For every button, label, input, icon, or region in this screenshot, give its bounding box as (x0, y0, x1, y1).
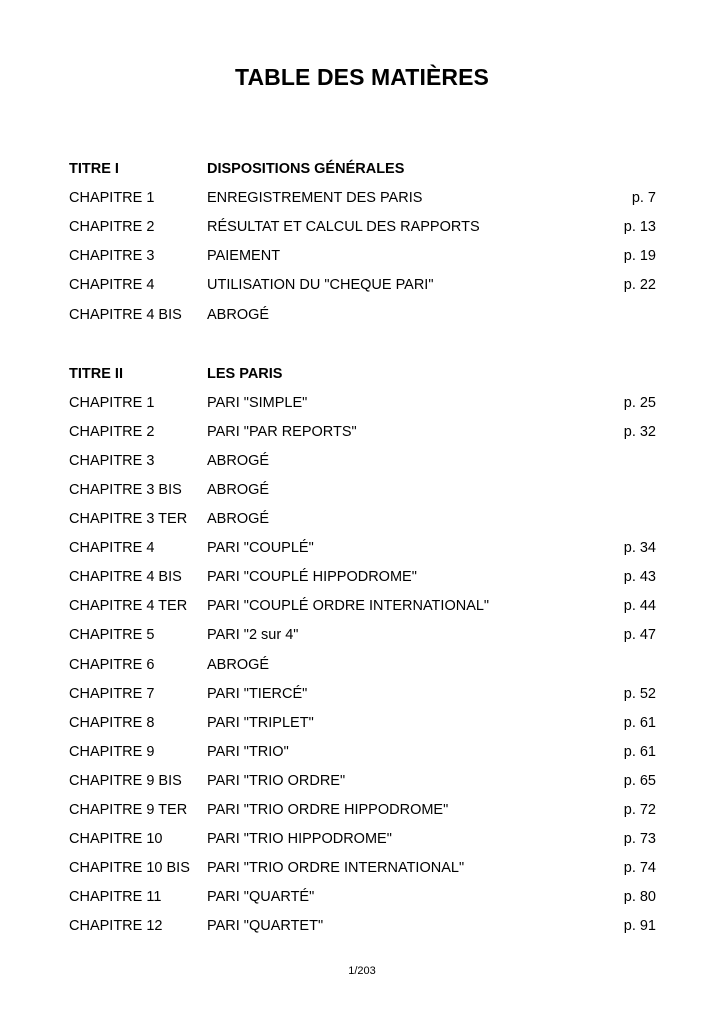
chapter-title: PARI "TRIPLET" (207, 714, 314, 731)
chapter-page: p. 43 (623, 569, 656, 586)
chapter-page: p. 65 (623, 772, 656, 789)
chapter-label: CHAPITRE 4 TER (69, 598, 188, 615)
chapter-title: ABROGÉ (207, 452, 270, 469)
toc-entry[interactable] (69, 680, 656, 709)
toc-entry[interactable] (69, 242, 656, 271)
toc-entry[interactable] (69, 505, 656, 534)
toc-section-titre-1 (69, 155, 656, 330)
chapter-page: p. 13 (623, 219, 656, 236)
section-heading: LES PARIS (207, 365, 283, 382)
chapter-label: CHAPITRE 8 (69, 714, 155, 731)
chapter-page: p. 52 (623, 685, 656, 702)
toc-entry[interactable] (69, 563, 656, 592)
chapter-title: PARI "TIERCÉ" (207, 685, 308, 702)
chapter-title: PARI "TRIO ORDRE" (207, 772, 346, 789)
toc-entry[interactable] (69, 651, 656, 680)
toc-entry[interactable] (69, 447, 656, 476)
table-of-contents (69, 155, 656, 941)
chapter-page: p. 73 (623, 831, 656, 848)
toc-entry[interactable] (69, 418, 656, 447)
chapter-label: CHAPITRE 2 (69, 423, 155, 440)
toc-entry[interactable] (69, 738, 656, 767)
chapter-title: PARI "TRIO ORDRE INTERNATIONAL" (207, 860, 465, 877)
chapter-label: CHAPITRE 4 BIS (69, 569, 182, 586)
chapter-title: PARI "2 sur 4" (207, 627, 299, 644)
section-label: TITRE I (69, 161, 119, 178)
toc-entry[interactable] (69, 796, 656, 825)
chapter-title: ABROGÉ (207, 511, 270, 528)
toc-entry[interactable] (69, 767, 656, 796)
chapter-label: CHAPITRE 3 TER (69, 511, 188, 528)
chapter-title: PARI "COUPLÉ HIPPODROME" (207, 569, 417, 586)
chapter-page: p. 74 (623, 860, 656, 877)
chapter-label: CHAPITRE 9 TER (69, 802, 188, 819)
chapter-page: p. 34 (623, 540, 656, 557)
chapter-title: ENREGISTREMENT DES PARIS (207, 190, 423, 207)
chapter-title: ABROGÉ (207, 306, 270, 323)
chapter-title: PARI "TRIO ORDRE HIPPODROME" (207, 802, 449, 819)
chapter-title: ABROGÉ (207, 656, 270, 673)
toc-entry[interactable] (69, 271, 656, 300)
toc-entry[interactable] (69, 912, 656, 941)
chapter-title: PARI "TRIO HIPPODROME" (207, 831, 392, 848)
page-number: 1/203 (348, 965, 376, 977)
chapter-label: CHAPITRE 10 (69, 831, 163, 848)
chapter-title: PARI "PAR REPORTS" (207, 423, 357, 440)
chapter-title: RÉSULTAT ET CALCUL DES RAPPORTS (207, 219, 480, 236)
chapter-page: p. 61 (623, 743, 656, 760)
chapter-label: CHAPITRE 3 (69, 452, 155, 469)
chapter-title: PARI "QUARTET" (207, 918, 324, 935)
chapter-label: CHAPITRE 1 (69, 190, 155, 207)
chapter-label: CHAPITRE 12 (69, 918, 163, 935)
toc-entry[interactable] (69, 476, 656, 505)
chapter-label: CHAPITRE 10 BIS (69, 860, 190, 877)
chapter-title: PARI "TRIO" (207, 743, 289, 760)
chapter-page: p. 44 (623, 598, 656, 615)
section-heading: DISPOSITIONS GÉNÉRALES (207, 161, 405, 178)
chapter-page: p. 25 (623, 394, 656, 411)
toc-entry[interactable] (69, 184, 656, 213)
chapter-label: CHAPITRE 4 (69, 277, 155, 294)
toc-entry[interactable] (69, 300, 656, 329)
chapter-label: CHAPITRE 4 BIS (69, 306, 182, 323)
toc-entry[interactable] (69, 534, 656, 563)
chapter-label: CHAPITRE 7 (69, 685, 155, 702)
toc-entry[interactable] (69, 709, 656, 738)
chapter-label: CHAPITRE 4 (69, 540, 155, 557)
chapter-title: PAIEMENT (207, 248, 281, 265)
chapter-page: p. 80 (623, 889, 656, 906)
section-heading-row (69, 360, 656, 389)
chapter-page: p. 72 (623, 802, 656, 819)
chapter-page: p. 22 (623, 277, 656, 294)
chapter-title: PARI "COUPLÉ" (207, 540, 314, 557)
chapter-page: p. 61 (623, 714, 656, 731)
chapter-label: CHAPITRE 9 (69, 743, 155, 760)
chapter-page: p. 47 (623, 627, 656, 644)
section-label: TITRE II (69, 365, 123, 382)
toc-section-titre-2 (69, 360, 656, 942)
chapter-label: CHAPITRE 1 (69, 394, 155, 411)
toc-entry[interactable] (69, 621, 656, 650)
toc-entry[interactable] (69, 825, 656, 854)
chapter-page: p. 91 (623, 918, 656, 935)
chapter-label: CHAPITRE 3 (69, 248, 155, 265)
chapter-label: CHAPITRE 3 BIS (69, 481, 182, 498)
chapter-page: p. 7 (631, 190, 656, 207)
chapter-page: p. 32 (623, 423, 656, 440)
chapter-label: CHAPITRE 5 (69, 627, 155, 644)
toc-entry[interactable] (69, 213, 656, 242)
chapter-label: CHAPITRE 6 (69, 656, 155, 673)
page-title: TABLE DES MATIÈRES (235, 64, 489, 90)
toc-entry[interactable] (69, 883, 656, 912)
chapter-label: CHAPITRE 2 (69, 219, 155, 236)
chapter-title: PARI "QUARTÉ" (207, 889, 315, 906)
chapter-title: PARI "COUPLÉ ORDRE INTERNATIONAL" (207, 598, 490, 615)
toc-entry[interactable] (69, 854, 656, 883)
chapter-title: ABROGÉ (207, 481, 270, 498)
chapter-title: PARI "SIMPLE" (207, 394, 308, 411)
chapter-label: CHAPITRE 11 (69, 889, 162, 906)
chapter-page: p. 19 (623, 248, 656, 265)
toc-entry[interactable] (69, 592, 656, 621)
chapter-title: UTILISATION DU "CHEQUE PARI" (207, 277, 434, 294)
section-heading-row (69, 155, 656, 184)
toc-entry[interactable] (69, 389, 656, 418)
chapter-label: CHAPITRE 9 BIS (69, 772, 182, 789)
